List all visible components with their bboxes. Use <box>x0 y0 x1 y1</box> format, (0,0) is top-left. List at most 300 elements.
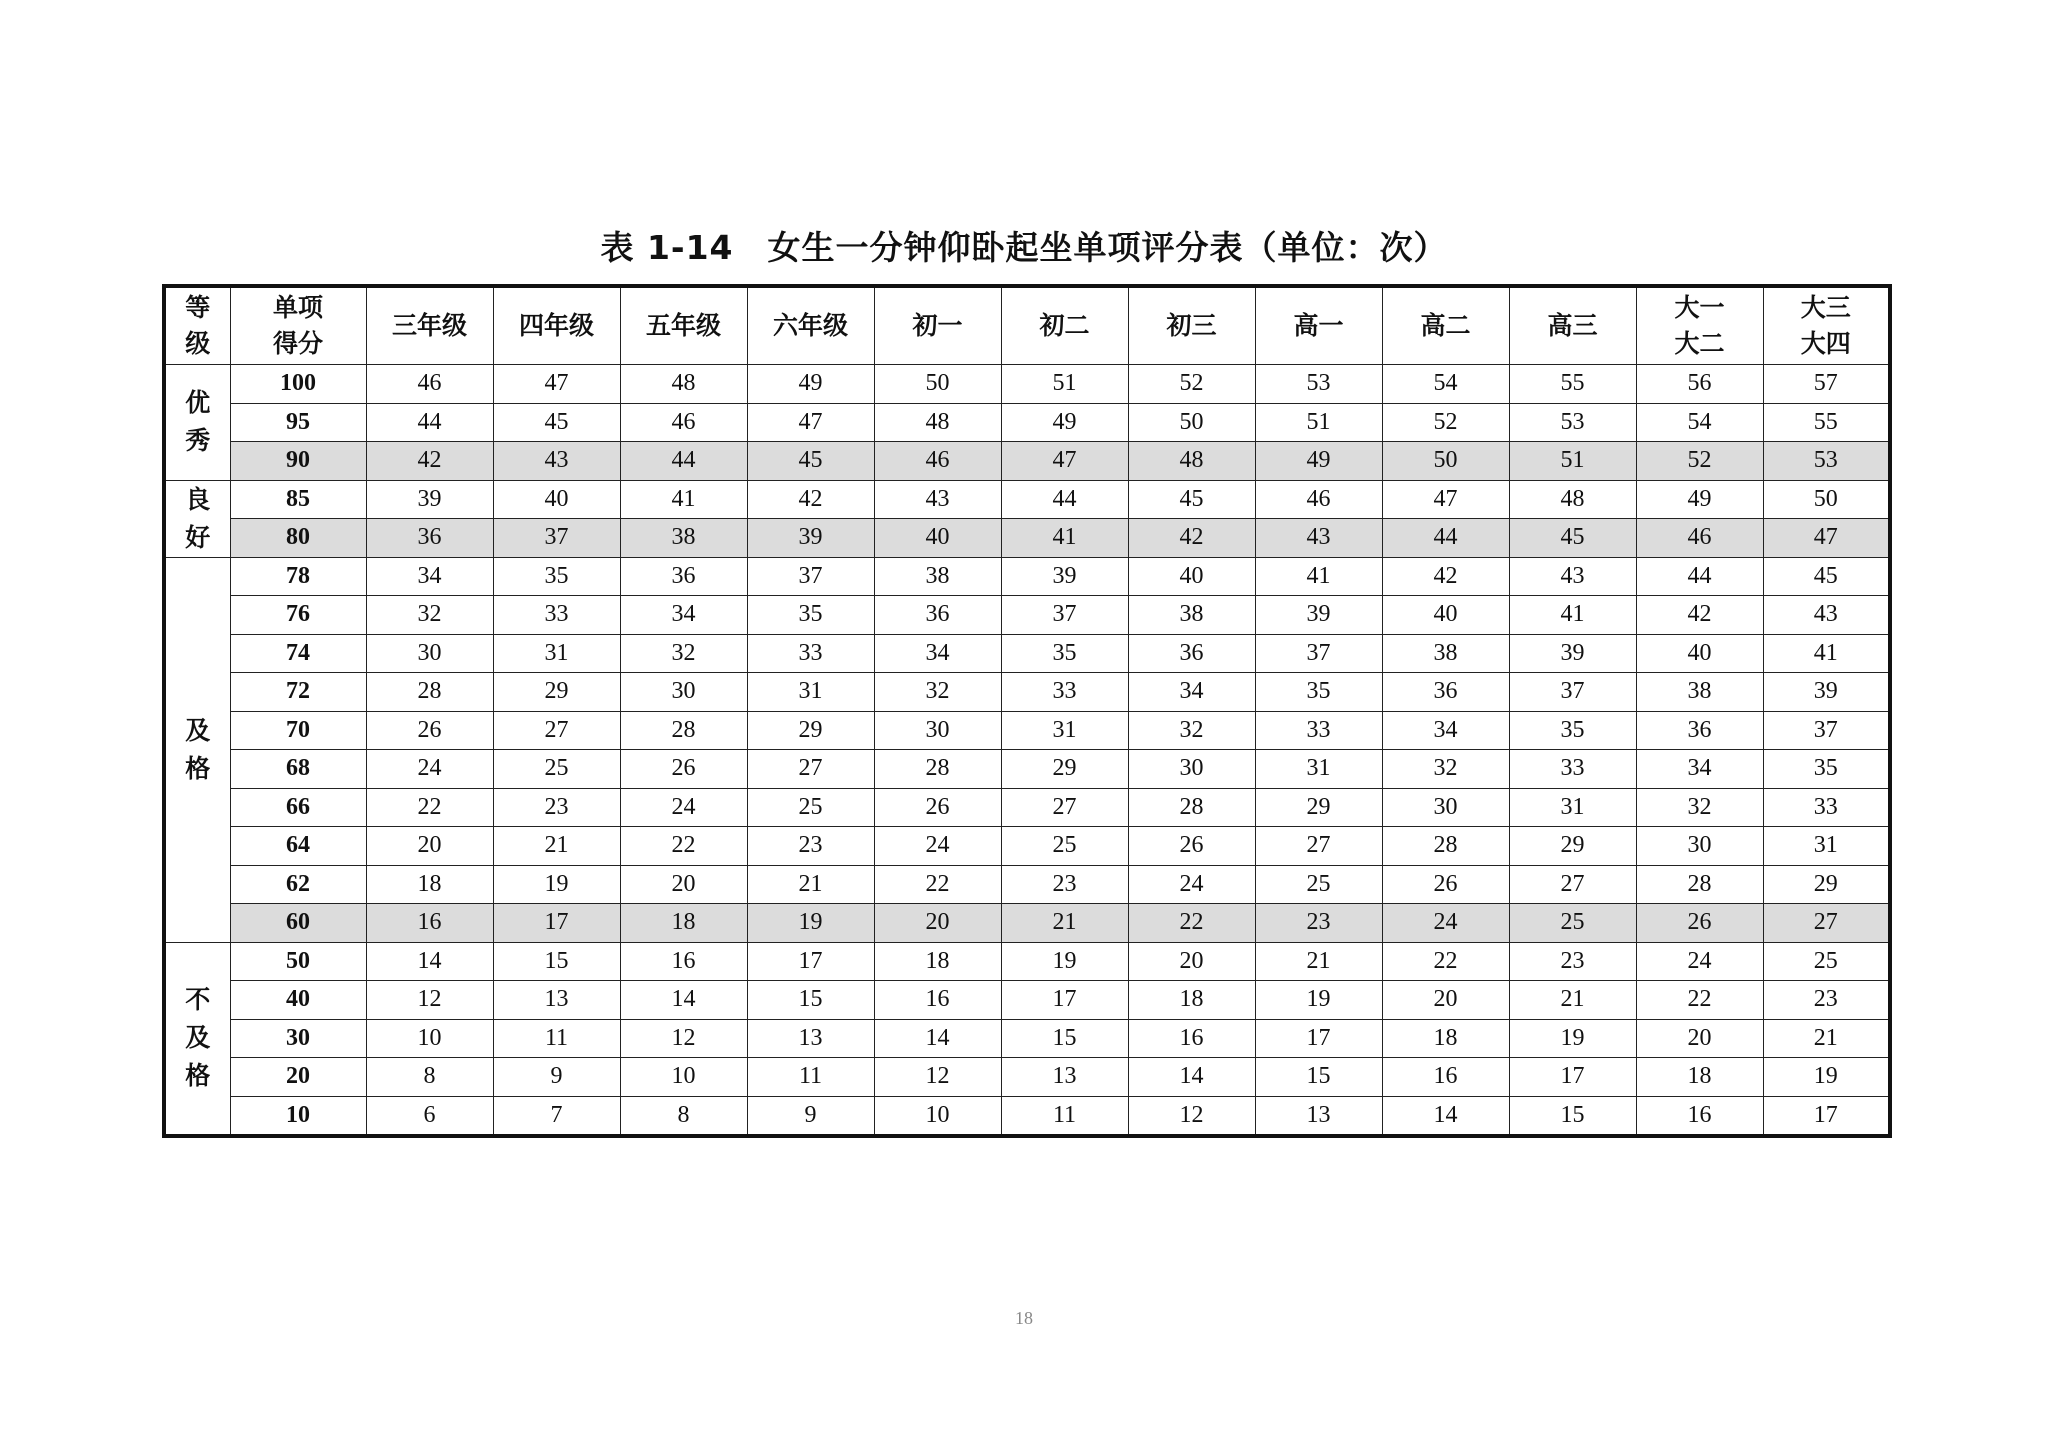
value-cell: 12 <box>874 1058 1001 1097</box>
value-cell: 32 <box>366 596 493 635</box>
value-cell: 39 <box>1255 596 1382 635</box>
value-cell: 41 <box>1255 557 1382 596</box>
value-cell: 46 <box>1636 519 1763 558</box>
score-cell: 60 <box>230 904 366 943</box>
value-cell: 34 <box>1382 711 1509 750</box>
value-cell: 14 <box>366 942 493 981</box>
value-cell: 27 <box>493 711 620 750</box>
value-cell: 16 <box>620 942 747 981</box>
page-title: 表 1-14 女生一分钟仰卧起坐单项评分表（单位：次） <box>600 228 1448 267</box>
value-cell: 24 <box>1636 942 1763 981</box>
value-cell: 32 <box>1382 750 1509 789</box>
value-cell: 41 <box>1001 519 1128 558</box>
table-row <box>164 634 1890 673</box>
value-cell: 44 <box>1382 519 1509 558</box>
table-row <box>164 480 1890 519</box>
value-cell: 12 <box>366 981 493 1020</box>
value-cell: 9 <box>493 1058 620 1097</box>
value-cell: 25 <box>1001 827 1128 866</box>
value-cell: 36 <box>1382 673 1509 712</box>
value-cell: 12 <box>1128 1096 1255 1136</box>
value-cell: 35 <box>1255 673 1382 712</box>
value-cell: 31 <box>1763 827 1890 866</box>
value-cell: 15 <box>1255 1058 1382 1097</box>
value-cell: 23 <box>747 827 874 866</box>
value-cell: 44 <box>1001 480 1128 519</box>
value-cell: 50 <box>1382 442 1509 481</box>
score-cell: 78 <box>230 557 366 596</box>
header-column-line: 大三 <box>1800 293 1851 322</box>
value-cell: 22 <box>1128 904 1255 943</box>
value-cell: 25 <box>747 788 874 827</box>
value-cell: 9 <box>747 1096 874 1136</box>
value-cell: 14 <box>1128 1058 1255 1097</box>
value-cell: 32 <box>1636 788 1763 827</box>
header-column-line: 初二 <box>1039 311 1090 340</box>
value-cell: 31 <box>1509 788 1636 827</box>
grade-cell <box>164 365 230 481</box>
table-row <box>164 1058 1890 1097</box>
value-cell: 53 <box>1255 365 1382 404</box>
table-row <box>164 442 1890 481</box>
value-cell: 11 <box>747 1058 874 1097</box>
value-cell: 17 <box>1763 1096 1890 1136</box>
value-cell: 43 <box>493 442 620 481</box>
table-row <box>164 365 1890 404</box>
value-cell: 34 <box>366 557 493 596</box>
value-cell: 19 <box>1509 1019 1636 1058</box>
value-cell: 28 <box>1382 827 1509 866</box>
header-score <box>230 286 366 365</box>
score-cell: 85 <box>230 480 366 519</box>
value-cell: 38 <box>874 557 1001 596</box>
value-cell: 22 <box>620 827 747 866</box>
header-grade-line: 级 <box>185 329 211 358</box>
header-column <box>1001 286 1128 365</box>
value-cell: 54 <box>1382 365 1509 404</box>
value-cell: 18 <box>1128 981 1255 1020</box>
score-cell: 100 <box>230 365 366 404</box>
value-cell: 16 <box>1128 1019 1255 1058</box>
header-column-line: 六年级 <box>772 311 848 340</box>
value-cell: 16 <box>366 904 493 943</box>
score-cell: 70 <box>230 711 366 750</box>
value-cell: 32 <box>1128 711 1255 750</box>
value-cell: 13 <box>493 981 620 1020</box>
header-grade <box>164 286 230 365</box>
score-table <box>162 284 1892 1138</box>
value-cell: 51 <box>1509 442 1636 481</box>
header-column <box>1255 286 1382 365</box>
grade-char: 格 <box>185 753 211 783</box>
value-cell: 42 <box>747 480 874 519</box>
page-number: 18 <box>1015 1308 1033 1328</box>
value-cell: 49 <box>1636 480 1763 519</box>
value-cell: 26 <box>1636 904 1763 943</box>
value-cell: 36 <box>1636 711 1763 750</box>
value-cell: 38 <box>1128 596 1255 635</box>
score-cell: 30 <box>230 1019 366 1058</box>
value-cell: 38 <box>1636 673 1763 712</box>
header-column-line: 大一 <box>1674 293 1725 322</box>
value-cell: 13 <box>747 1019 874 1058</box>
value-cell: 15 <box>1509 1096 1636 1136</box>
value-cell: 16 <box>1636 1096 1763 1136</box>
value-cell: 19 <box>1255 981 1382 1020</box>
value-cell: 15 <box>1001 1019 1128 1058</box>
header-column <box>366 286 493 365</box>
header-column-line: 大四 <box>1800 329 1851 358</box>
value-cell: 11 <box>493 1019 620 1058</box>
value-cell: 56 <box>1636 365 1763 404</box>
value-cell: 43 <box>1509 557 1636 596</box>
value-cell: 42 <box>366 442 493 481</box>
value-cell: 16 <box>1382 1058 1509 1097</box>
value-cell: 42 <box>1128 519 1255 558</box>
value-cell: 34 <box>1636 750 1763 789</box>
value-cell: 14 <box>1382 1096 1509 1136</box>
header-column-line: 高一 <box>1293 311 1344 340</box>
value-cell: 57 <box>1763 365 1890 404</box>
value-cell: 50 <box>874 365 1001 404</box>
value-cell: 29 <box>1255 788 1382 827</box>
value-cell: 33 <box>1001 673 1128 712</box>
value-cell: 35 <box>493 557 620 596</box>
header-column <box>1763 286 1890 365</box>
value-cell: 25 <box>1255 865 1382 904</box>
score-cell: 66 <box>230 788 366 827</box>
table-row <box>164 942 1890 981</box>
value-cell: 31 <box>1001 711 1128 750</box>
value-cell: 46 <box>874 442 1001 481</box>
table-row <box>164 750 1890 789</box>
value-cell: 34 <box>620 596 747 635</box>
grade-char: 秀 <box>185 426 211 456</box>
grade-char: 良 <box>185 484 211 514</box>
value-cell: 6 <box>366 1096 493 1136</box>
value-cell: 18 <box>1636 1058 1763 1097</box>
value-cell: 8 <box>366 1058 493 1097</box>
value-cell: 17 <box>1001 981 1128 1020</box>
value-cell: 26 <box>874 788 1001 827</box>
value-cell: 45 <box>1763 557 1890 596</box>
value-cell: 13 <box>1001 1058 1128 1097</box>
value-cell: 18 <box>366 865 493 904</box>
value-cell: 46 <box>620 403 747 442</box>
value-cell: 10 <box>366 1019 493 1058</box>
value-cell: 39 <box>366 480 493 519</box>
value-cell: 33 <box>1763 788 1890 827</box>
value-cell: 52 <box>1636 442 1763 481</box>
value-cell: 19 <box>1763 1058 1890 1097</box>
value-cell: 44 <box>1636 557 1763 596</box>
value-cell: 10 <box>874 1096 1001 1136</box>
table-row <box>164 827 1890 866</box>
value-cell: 21 <box>747 865 874 904</box>
value-cell: 20 <box>874 904 1001 943</box>
value-cell: 33 <box>1509 750 1636 789</box>
value-cell: 27 <box>1001 788 1128 827</box>
header-score-line: 得分 <box>272 329 323 358</box>
value-cell: 24 <box>874 827 1001 866</box>
score-cell: 40 <box>230 981 366 1020</box>
header-grade-line: 等 <box>185 293 211 322</box>
value-cell: 43 <box>874 480 1001 519</box>
header-column <box>1636 286 1763 365</box>
table-row <box>164 904 1890 943</box>
value-cell: 17 <box>1255 1019 1382 1058</box>
value-cell: 47 <box>493 365 620 404</box>
grade-char: 不 <box>185 985 211 1015</box>
header-column <box>620 286 747 365</box>
value-cell: 23 <box>1509 942 1636 981</box>
value-cell: 40 <box>874 519 1001 558</box>
value-cell: 51 <box>1001 365 1128 404</box>
value-cell: 21 <box>1255 942 1382 981</box>
value-cell: 55 <box>1509 365 1636 404</box>
value-cell: 30 <box>366 634 493 673</box>
value-cell: 31 <box>747 673 874 712</box>
value-cell: 48 <box>1128 442 1255 481</box>
value-cell: 50 <box>1763 480 1890 519</box>
value-cell: 33 <box>747 634 874 673</box>
table-row <box>164 711 1890 750</box>
value-cell: 41 <box>1763 634 1890 673</box>
value-cell: 37 <box>1509 673 1636 712</box>
score-cell: 90 <box>230 442 366 481</box>
value-cell: 36 <box>366 519 493 558</box>
header-column-line: 四年级 <box>518 311 594 340</box>
header-column <box>1128 286 1255 365</box>
value-cell: 20 <box>1382 981 1509 1020</box>
value-cell: 50 <box>1128 403 1255 442</box>
value-cell: 22 <box>366 788 493 827</box>
value-cell: 23 <box>1001 865 1128 904</box>
value-cell: 44 <box>366 403 493 442</box>
value-cell: 30 <box>1636 827 1763 866</box>
header-column-line: 初一 <box>912 311 963 340</box>
value-cell: 35 <box>747 596 874 635</box>
header-score-line: 单项 <box>272 293 323 322</box>
value-cell: 39 <box>1763 673 1890 712</box>
value-cell: 48 <box>620 365 747 404</box>
value-cell: 22 <box>1636 981 1763 1020</box>
value-cell: 21 <box>1763 1019 1890 1058</box>
header-column <box>874 286 1001 365</box>
value-cell: 7 <box>493 1096 620 1136</box>
value-cell: 52 <box>1128 365 1255 404</box>
grade-cell <box>164 557 230 942</box>
score-cell: 62 <box>230 865 366 904</box>
value-cell: 40 <box>1128 557 1255 596</box>
value-cell: 46 <box>366 365 493 404</box>
value-cell: 38 <box>620 519 747 558</box>
value-cell: 26 <box>620 750 747 789</box>
value-cell: 18 <box>874 942 1001 981</box>
header-column <box>747 286 874 365</box>
grade-char: 格 <box>185 1061 211 1091</box>
header-row <box>164 286 1890 365</box>
value-cell: 47 <box>1382 480 1509 519</box>
value-cell: 10 <box>620 1058 747 1097</box>
table-row <box>164 596 1890 635</box>
header-column <box>1382 286 1509 365</box>
header-column <box>1509 286 1636 365</box>
value-cell: 14 <box>874 1019 1001 1058</box>
value-cell: 11 <box>1001 1096 1128 1136</box>
value-cell: 19 <box>493 865 620 904</box>
grade-char: 及 <box>185 715 211 745</box>
value-cell: 17 <box>493 904 620 943</box>
value-cell: 41 <box>620 480 747 519</box>
value-cell: 28 <box>1636 865 1763 904</box>
header-column-line: 五年级 <box>645 311 721 340</box>
header-column-line: 高三 <box>1547 311 1598 340</box>
value-cell: 47 <box>1763 519 1890 558</box>
value-cell: 25 <box>1763 942 1890 981</box>
value-cell: 32 <box>874 673 1001 712</box>
value-cell: 40 <box>1636 634 1763 673</box>
score-cell: 76 <box>230 596 366 635</box>
value-cell: 33 <box>1255 711 1382 750</box>
grade-cell <box>164 942 230 1136</box>
value-cell: 17 <box>747 942 874 981</box>
value-cell: 40 <box>493 480 620 519</box>
value-cell: 39 <box>1509 634 1636 673</box>
value-cell: 21 <box>1001 904 1128 943</box>
value-cell: 28 <box>366 673 493 712</box>
value-cell: 37 <box>493 519 620 558</box>
header-column-line: 大二 <box>1674 329 1725 358</box>
header-column-line: 高二 <box>1420 311 1471 340</box>
value-cell: 21 <box>1509 981 1636 1020</box>
value-cell: 31 <box>1255 750 1382 789</box>
value-cell: 25 <box>1509 904 1636 943</box>
value-cell: 20 <box>1128 942 1255 981</box>
value-cell: 49 <box>747 365 874 404</box>
value-cell: 43 <box>1255 519 1382 558</box>
value-cell: 20 <box>1636 1019 1763 1058</box>
table-row <box>164 788 1890 827</box>
value-cell: 38 <box>1382 634 1509 673</box>
table-row <box>164 865 1890 904</box>
value-cell: 39 <box>747 519 874 558</box>
table-header <box>164 286 1890 365</box>
value-cell: 23 <box>1763 981 1890 1020</box>
score-cell: 64 <box>230 827 366 866</box>
value-cell: 27 <box>747 750 874 789</box>
header-column <box>493 286 620 365</box>
grade-char: 优 <box>185 388 211 418</box>
value-cell: 23 <box>493 788 620 827</box>
value-cell: 36 <box>874 596 1001 635</box>
value-cell: 46 <box>1255 480 1382 519</box>
score-cell: 10 <box>230 1096 366 1136</box>
value-cell: 30 <box>1128 750 1255 789</box>
table-body <box>164 365 1890 1137</box>
value-cell: 23 <box>1255 904 1382 943</box>
value-cell: 48 <box>874 403 1001 442</box>
grade-cell <box>164 480 230 557</box>
score-cell: 74 <box>230 634 366 673</box>
grade-char: 好 <box>185 522 211 552</box>
table-row <box>164 1019 1890 1058</box>
value-cell: 15 <box>493 942 620 981</box>
value-cell: 27 <box>1255 827 1382 866</box>
value-cell: 24 <box>366 750 493 789</box>
score-cell: 95 <box>230 403 366 442</box>
value-cell: 18 <box>620 904 747 943</box>
value-cell: 37 <box>747 557 874 596</box>
value-cell: 17 <box>1509 1058 1636 1097</box>
table-row <box>164 519 1890 558</box>
value-cell: 51 <box>1255 403 1382 442</box>
value-cell: 40 <box>1382 596 1509 635</box>
score-cell: 72 <box>230 673 366 712</box>
value-cell: 19 <box>747 904 874 943</box>
score-cell: 80 <box>230 519 366 558</box>
value-cell: 22 <box>874 865 1001 904</box>
value-cell: 47 <box>1001 442 1128 481</box>
value-cell: 14 <box>620 981 747 1020</box>
value-cell: 42 <box>1382 557 1509 596</box>
header-column-line: 初三 <box>1166 311 1217 340</box>
table-row <box>164 1096 1890 1136</box>
value-cell: 36 <box>620 557 747 596</box>
value-cell: 45 <box>747 442 874 481</box>
value-cell: 24 <box>1382 904 1509 943</box>
value-cell: 21 <box>493 827 620 866</box>
table-row <box>164 403 1890 442</box>
value-cell: 53 <box>1509 403 1636 442</box>
value-cell: 27 <box>1509 865 1636 904</box>
value-cell: 26 <box>366 711 493 750</box>
value-cell: 34 <box>874 634 1001 673</box>
value-cell: 45 <box>1128 480 1255 519</box>
value-cell: 29 <box>493 673 620 712</box>
value-cell: 36 <box>1128 634 1255 673</box>
value-cell: 37 <box>1255 634 1382 673</box>
value-cell: 28 <box>620 711 747 750</box>
value-cell: 35 <box>1509 711 1636 750</box>
value-cell: 33 <box>493 596 620 635</box>
score-cell: 50 <box>230 942 366 981</box>
value-cell: 49 <box>1255 442 1382 481</box>
value-cell: 8 <box>620 1096 747 1136</box>
value-cell: 26 <box>1128 827 1255 866</box>
value-cell: 12 <box>620 1019 747 1058</box>
value-cell: 41 <box>1509 596 1636 635</box>
value-cell: 13 <box>1255 1096 1382 1136</box>
value-cell: 54 <box>1636 403 1763 442</box>
value-cell: 43 <box>1763 596 1890 635</box>
value-cell: 15 <box>747 981 874 1020</box>
value-cell: 37 <box>1001 596 1128 635</box>
value-cell: 45 <box>493 403 620 442</box>
value-cell: 34 <box>1128 673 1255 712</box>
value-cell: 26 <box>1382 865 1509 904</box>
value-cell: 55 <box>1763 403 1890 442</box>
value-cell: 29 <box>1509 827 1636 866</box>
value-cell: 19 <box>1001 942 1128 981</box>
value-cell: 16 <box>874 981 1001 1020</box>
value-cell: 29 <box>1763 865 1890 904</box>
value-cell: 20 <box>366 827 493 866</box>
value-cell: 53 <box>1763 442 1890 481</box>
value-cell: 18 <box>1382 1019 1509 1058</box>
value-cell: 47 <box>747 403 874 442</box>
value-cell: 24 <box>620 788 747 827</box>
